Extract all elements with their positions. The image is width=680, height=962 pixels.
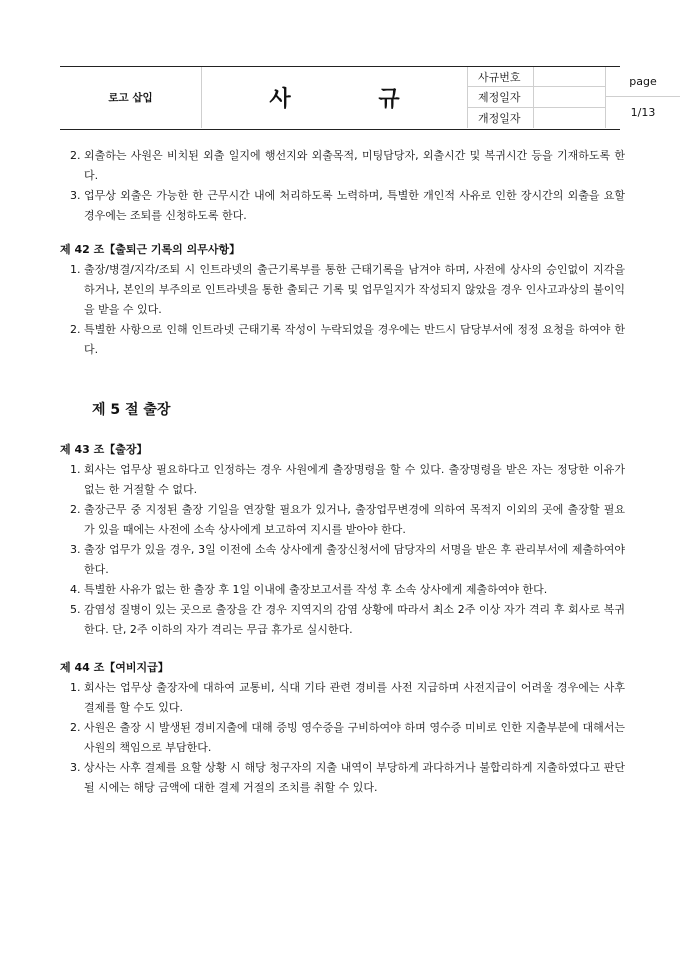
list-item: 4. 특별한 사유가 없는 한 출장 후 1일 이내에 출장보고서를 작성 후 소속 상사에게 제출하여야 한다. <box>70 583 548 596</box>
list-item: 2. 출장근무 중 지정된 출장 기일을 연장할 필요가 있거나, 출장업무변경에 의하여 목적지 이외의 곳에 출장할 필요가 있을 때에는 사전에 소속 상사에게 보고하여 지시를 받아야 한다. <box>70 503 625 536</box>
regulation-number-label: 사규번호 <box>468 67 534 87</box>
list-item: 3. 업무상 외출은 가능한 한 근무시간 내에 처리하도록 노력하며, 특별한 개인적 사유로 인한 장시간의 외출을 요할 경우에는 조퇴를 신청하도록 한다. <box>70 189 625 222</box>
article-43-list <box>60 460 625 640</box>
revision-date-value <box>534 108 606 128</box>
enactment-date-label: 제정일자 <box>468 87 534 107</box>
list-item: 2. 외출하는 사원은 비치된 외출 일지에 행선지와 외출목적, 미팅담당자, 외출시간 및 복귀시간 등을 기재하도록 한다. <box>70 149 625 182</box>
list-item: 1. 회사는 업무상 출장자에 대하여 교통비, 식대 기타 관련 경비를 사전 지급하며 사전지급이 어려울 경우에는 사후 결제를 할 수도 있다. <box>70 681 625 714</box>
list-item: 1. 회사는 업무상 필요하다고 인정하는 경우 사원에게 출장명령을 할 수 있다. 출장명령을 받은 자는 정당한 이유가 없는 한 거절할 수 없다. <box>70 463 625 496</box>
regulation-number-value <box>534 67 606 87</box>
page-number: 1/13 <box>630 106 656 119</box>
list-item: 2. 사원은 출장 시 발생된 경비지출에 대해 증빙 영수증을 구비하여야 하며 영수증 미비로 인한 지출부분에 대해서는 사원의 책임으로 부담한다. <box>70 721 625 754</box>
document-title: 사 규 <box>202 67 468 128</box>
page-label: page <box>606 67 680 97</box>
article-44-list <box>60 678 625 798</box>
list-item: 1. 출장/병결/지각/조퇴 시 인트라넷의 출근기록부를 통한 근태기록을 남겨야 하며, 사전에 상사의 승인없이 지각을 하거나, 본인의 부주의로 인트라넷을 통한 출퇴근 기록 및 업무일지가 작성되지 않았을 경우 인사고과상의 불이익을 받을 수 있다. <box>70 263 625 316</box>
intro-list <box>60 146 625 226</box>
logo-placeholder: 로고 삽입 <box>60 67 202 128</box>
list-item: 3. 상사는 사후 결제를 요할 상황 시 해당 청구자의 지출 내역이 부당하게 과다하거나 불합리하게 지출하였다고 판단 될 시에는 해당 금액에 대한 결제 거절의 조치를 취할 수 있다. <box>70 761 625 794</box>
list-item: 5. 감염성 질병이 있는 곳으로 출장을 간 경우 지역지의 감염 상황에 따라서 최소 2주 이상 자가 격리 후 회사로 복귀한다. 단, 2주 이하의 자가 격리는 무급 휴가로 실시한다. <box>70 603 625 636</box>
article-43-title: 제 43 조【출장】 <box>60 443 148 456</box>
article-44-title: 제 44 조【여비지급】 <box>60 661 169 674</box>
header-table <box>60 66 657 130</box>
section-5-title: 제 5 절 출장 <box>92 402 171 418</box>
list-item: 3. 출장 업무가 있을 경우, 3일 이전에 소속 상사에게 출장신청서에 담당자의 서명을 받은 후 관리부서에 제출하여야 한다. <box>70 543 625 576</box>
list-item: 2. 특별한 사항으로 인해 인트라넷 근태기록 작성이 누락되었을 경우에는 반드시 담당부서에 정정 요청을 하여야 한다. <box>70 323 625 356</box>
enactment-date-value <box>534 87 606 107</box>
article-42-title: 제 42 조【출퇴근 기록의 의무사항】 <box>60 243 241 256</box>
document-body <box>60 146 625 798</box>
revision-date-label: 개정일자 <box>468 108 534 128</box>
article-42-list <box>60 260 625 360</box>
